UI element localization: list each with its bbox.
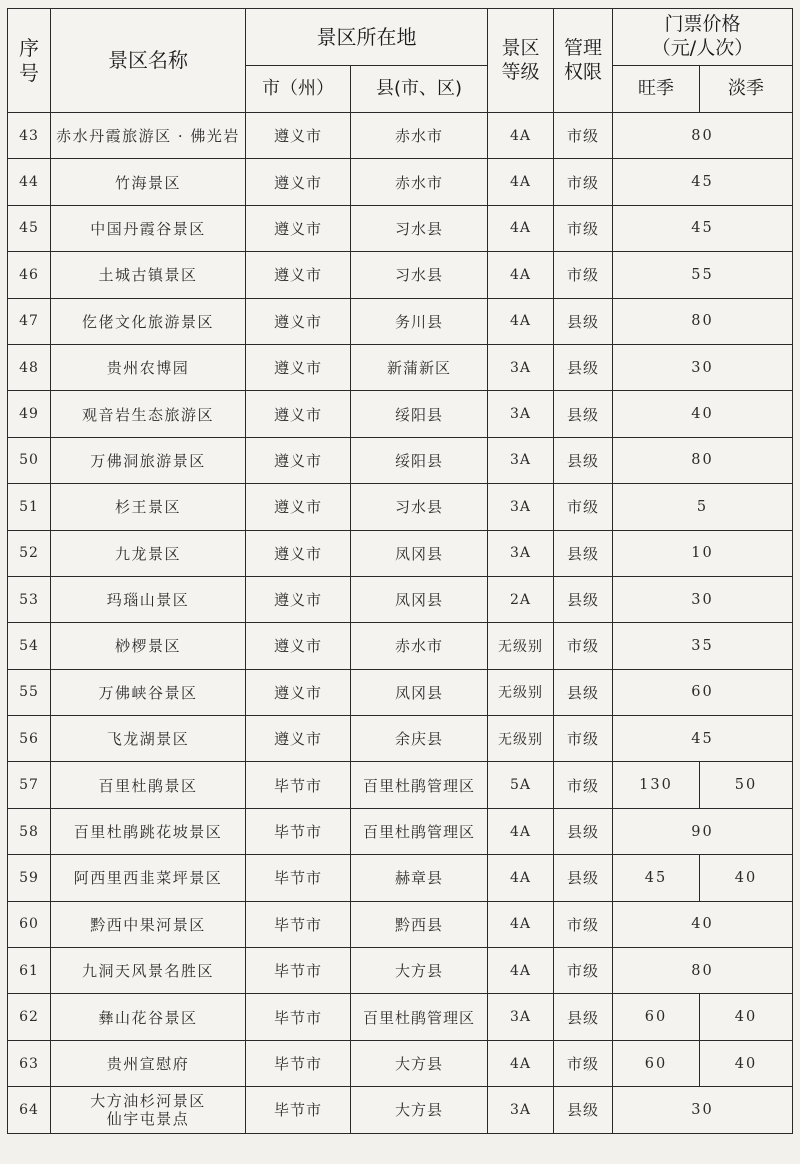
cell-authority: 市级 — [554, 623, 613, 669]
cell-name-line: 大方油杉河景区 — [90, 1091, 206, 1110]
cell-name: 贵州宣慰府 — [51, 1040, 246, 1086]
table-row — [8, 159, 793, 205]
cell-price-offpeak: 40 — [700, 855, 793, 901]
cell-price: 30 — [613, 344, 793, 390]
table-row — [8, 298, 793, 344]
cell-county: 绥阳县 — [351, 437, 488, 483]
cell-price: 30 — [613, 576, 793, 622]
cell-county: 赤水市 — [351, 113, 488, 159]
cell-name: 阿西里西韭菜坪景区 — [51, 855, 246, 901]
table-row — [8, 437, 793, 483]
cell-price: 80 — [613, 437, 793, 483]
cell-grade: 3A — [488, 344, 554, 390]
cell-city: 遵义市 — [246, 252, 351, 298]
cell-city: 遵义市 — [246, 716, 351, 762]
cell-seq: 50 — [8, 437, 51, 483]
cell-price-peak: 45 — [613, 855, 700, 901]
header-offpeak: 淡季 — [700, 66, 793, 113]
cell-grade: 4A — [488, 205, 554, 251]
cell-price-peak: 60 — [613, 1040, 700, 1086]
cell-seq: 62 — [8, 994, 51, 1040]
table-row — [8, 252, 793, 298]
cell-city: 毕节市 — [246, 1087, 351, 1133]
cell-seq: 49 — [8, 391, 51, 437]
table-row — [8, 1040, 793, 1086]
cell-authority: 县级 — [554, 669, 613, 715]
cell-grade: 5A — [488, 762, 554, 808]
cell-city: 遵义市 — [246, 344, 351, 390]
cell-authority: 市级 — [554, 762, 613, 808]
cell-seq: 63 — [8, 1040, 51, 1086]
table-row — [8, 669, 793, 715]
cell-authority: 县级 — [554, 576, 613, 622]
header-county: 县(市、区) — [351, 66, 488, 113]
table-row — [8, 113, 793, 159]
cell-authority: 县级 — [554, 298, 613, 344]
cell-price: 80 — [613, 298, 793, 344]
cell-seq: 64 — [8, 1087, 51, 1133]
cell-grade: 4A — [488, 298, 554, 344]
cell-authority: 县级 — [554, 437, 613, 483]
cell-grade: 3A — [488, 1087, 554, 1133]
cell-county: 大方县 — [351, 948, 488, 994]
cell-grade: 3A — [488, 484, 554, 530]
cell-city: 遵义市 — [246, 391, 351, 437]
cell-name-line: 仙宇屯景点 — [106, 1109, 190, 1128]
cell-grade: 4A — [488, 808, 554, 854]
cell-price: 40 — [613, 391, 793, 437]
cell-authority: 县级 — [554, 344, 613, 390]
scenic-area-price-table — [7, 8, 793, 1134]
table-row — [8, 484, 793, 530]
cell-grade: 4A — [488, 1040, 554, 1086]
cell-grade: 3A — [488, 994, 554, 1040]
cell-price: 10 — [613, 530, 793, 576]
cell-name: 仡佬文化旅游景区 — [51, 298, 246, 344]
cell-county: 习水县 — [351, 252, 488, 298]
cell-price-offpeak: 40 — [700, 1040, 793, 1086]
cell-price: 90 — [613, 808, 793, 854]
cell-city: 遵义市 — [246, 623, 351, 669]
cell-city: 遵义市 — [246, 576, 351, 622]
cell-city: 毕节市 — [246, 808, 351, 854]
table-row — [8, 344, 793, 390]
cell-name: 桫椤景区 — [51, 623, 246, 669]
cell-seq: 60 — [8, 901, 51, 947]
cell-authority: 县级 — [554, 1087, 613, 1133]
cell-authority: 市级 — [554, 716, 613, 762]
cell-price-offpeak: 40 — [700, 994, 793, 1040]
cell-authority: 市级 — [554, 1040, 613, 1086]
cell-name: 彝山花谷景区 — [51, 994, 246, 1040]
cell-grade: 3A — [488, 530, 554, 576]
header-grade: 景区 等级 — [488, 9, 554, 113]
table-row — [8, 855, 793, 901]
cell-price: 45 — [613, 159, 793, 205]
cell-authority: 市级 — [554, 113, 613, 159]
cell-grade: 4A — [488, 113, 554, 159]
cell-name: 土城古镇景区 — [51, 252, 246, 298]
cell-grade: 3A — [488, 391, 554, 437]
cell-county: 百里杜鹃管理区 — [351, 762, 488, 808]
cell-seq: 47 — [8, 298, 51, 344]
cell-price-peak: 60 — [613, 994, 700, 1040]
cell-name: 百里杜鹃跳花坡景区 — [51, 808, 246, 854]
cell-price: 45 — [613, 205, 793, 251]
cell-price: 40 — [613, 901, 793, 947]
header-peak: 旺季 — [613, 66, 700, 113]
cell-grade: 4A — [488, 855, 554, 901]
cell-grade: 4A — [488, 948, 554, 994]
cell-name — [51, 1087, 246, 1133]
cell-name: 杉王景区 — [51, 484, 246, 530]
cell-seq: 61 — [8, 948, 51, 994]
cell-city: 遵义市 — [246, 113, 351, 159]
cell-name: 万佛洞旅游景区 — [51, 437, 246, 483]
table-row — [8, 948, 793, 994]
cell-name: 观音岩生态旅游区 — [51, 391, 246, 437]
header-seq: 序 号 — [8, 9, 51, 113]
cell-price-offpeak: 50 — [700, 762, 793, 808]
cell-seq: 53 — [8, 576, 51, 622]
header-authority: 管理 权限 — [554, 9, 613, 113]
cell-price: 55 — [613, 252, 793, 298]
cell-authority: 市级 — [554, 901, 613, 947]
cell-county: 余庆县 — [351, 716, 488, 762]
table-row — [8, 901, 793, 947]
cell-price: 80 — [613, 113, 793, 159]
cell-name: 飞龙湖景区 — [51, 716, 246, 762]
cell-grade: 3A — [488, 437, 554, 483]
cell-seq: 58 — [8, 808, 51, 854]
cell-grade: 4A — [488, 901, 554, 947]
cell-county: 大方县 — [351, 1040, 488, 1086]
cell-city: 遵义市 — [246, 298, 351, 344]
cell-authority: 县级 — [554, 530, 613, 576]
cell-grade: 4A — [488, 159, 554, 205]
header-name: 景区名称 — [51, 9, 246, 113]
cell-seq: 55 — [8, 669, 51, 715]
cell-city: 遵义市 — [246, 437, 351, 483]
table-row — [8, 205, 793, 251]
table-row — [8, 716, 793, 762]
header-location: 景区所在地 — [246, 9, 488, 66]
cell-county: 百里杜鹃管理区 — [351, 994, 488, 1040]
cell-city: 遵义市 — [246, 530, 351, 576]
cell-grade: 无级别 — [488, 669, 554, 715]
cell-authority: 市级 — [554, 205, 613, 251]
cell-county: 习水县 — [351, 484, 488, 530]
header-price: 门票价格 （元/人次） — [613, 9, 793, 66]
cell-authority: 县级 — [554, 855, 613, 901]
cell-county: 赤水市 — [351, 623, 488, 669]
cell-authority: 县级 — [554, 808, 613, 854]
cell-name: 百里杜鹃景区 — [51, 762, 246, 808]
cell-name: 黔西中果河景区 — [51, 901, 246, 947]
cell-authority: 县级 — [554, 391, 613, 437]
cell-price-peak: 130 — [613, 762, 700, 808]
cell-county: 凤冈县 — [351, 669, 488, 715]
cell-price: 30 — [613, 1087, 793, 1133]
table-row — [8, 530, 793, 576]
table-body — [8, 113, 793, 1134]
cell-authority: 县级 — [554, 994, 613, 1040]
cell-city: 毕节市 — [246, 901, 351, 947]
cell-name: 万佛峡谷景区 — [51, 669, 246, 715]
cell-name: 九龙景区 — [51, 530, 246, 576]
cell-seq: 45 — [8, 205, 51, 251]
cell-price: 45 — [613, 716, 793, 762]
cell-city: 毕节市 — [246, 762, 351, 808]
cell-city: 毕节市 — [246, 855, 351, 901]
cell-seq: 59 — [8, 855, 51, 901]
cell-grade: 2A — [488, 576, 554, 622]
cell-seq: 48 — [8, 344, 51, 390]
table-row — [8, 808, 793, 854]
cell-price: 5 — [613, 484, 793, 530]
cell-name: 贵州农博园 — [51, 344, 246, 390]
cell-name: 玛瑙山景区 — [51, 576, 246, 622]
cell-seq: 54 — [8, 623, 51, 669]
cell-seq: 52 — [8, 530, 51, 576]
cell-name: 赤水丹霞旅游区 · 佛光岩 — [51, 113, 246, 159]
cell-city: 遵义市 — [246, 205, 351, 251]
cell-authority: 市级 — [554, 484, 613, 530]
cell-seq: 43 — [8, 113, 51, 159]
cell-city: 毕节市 — [246, 1040, 351, 1086]
cell-county: 黔西县 — [351, 901, 488, 947]
table-row — [8, 623, 793, 669]
cell-grade: 无级别 — [488, 716, 554, 762]
cell-county: 凤冈县 — [351, 576, 488, 622]
cell-county: 赤水市 — [351, 159, 488, 205]
cell-county: 赫章县 — [351, 855, 488, 901]
table-row — [8, 576, 793, 622]
table-row — [8, 762, 793, 808]
cell-price: 60 — [613, 669, 793, 715]
cell-county: 习水县 — [351, 205, 488, 251]
table-row — [8, 1087, 793, 1133]
cell-authority: 市级 — [554, 159, 613, 205]
cell-grade: 4A — [488, 252, 554, 298]
cell-seq: 44 — [8, 159, 51, 205]
cell-city: 遵义市 — [246, 484, 351, 530]
cell-authority: 市级 — [554, 252, 613, 298]
cell-name: 九洞天风景名胜区 — [51, 948, 246, 994]
cell-seq: 51 — [8, 484, 51, 530]
cell-authority: 市级 — [554, 948, 613, 994]
cell-price: 80 — [613, 948, 793, 994]
cell-county: 凤冈县 — [351, 530, 488, 576]
cell-city: 毕节市 — [246, 994, 351, 1040]
cell-grade: 无级别 — [488, 623, 554, 669]
cell-county: 大方县 — [351, 1087, 488, 1133]
cell-name: 中国丹霞谷景区 — [51, 205, 246, 251]
cell-county: 务川县 — [351, 298, 488, 344]
cell-seq: 46 — [8, 252, 51, 298]
cell-price: 35 — [613, 623, 793, 669]
cell-city: 毕节市 — [246, 948, 351, 994]
cell-seq: 57 — [8, 762, 51, 808]
cell-county: 新蒲新区 — [351, 344, 488, 390]
table-row — [8, 994, 793, 1040]
cell-name: 竹海景区 — [51, 159, 246, 205]
header-city: 市（州） — [246, 66, 351, 113]
cell-seq: 56 — [8, 716, 51, 762]
table-row — [8, 391, 793, 437]
cell-county: 绥阳县 — [351, 391, 488, 437]
cell-county: 百里杜鹃管理区 — [351, 808, 488, 854]
cell-city: 遵义市 — [246, 159, 351, 205]
table-header — [8, 9, 793, 113]
cell-city: 遵义市 — [246, 669, 351, 715]
